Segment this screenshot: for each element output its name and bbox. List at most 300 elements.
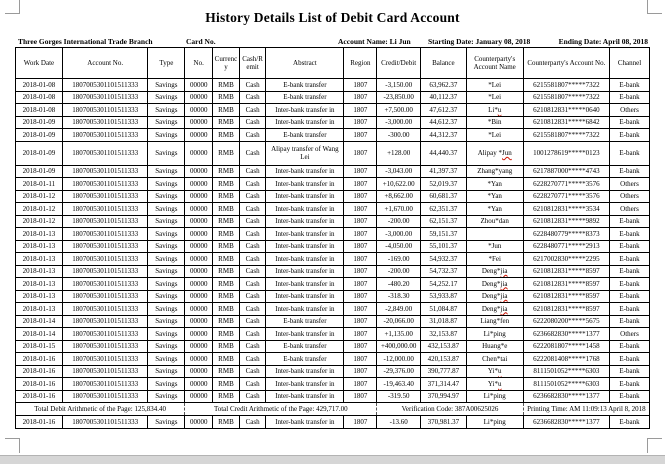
cell-abstract: Inter-bank transfer in [266,378,344,391]
cell-cp_account: 6228270771*****3576 [523,190,609,203]
counterparty-name: *Yan [487,179,502,188]
cell-date: 2018-01-08 [16,91,63,104]
cell-channel: E-bank [609,165,649,178]
cell-cp_account: 6215581807*****7322 [523,79,609,92]
card-no-label: Card No. [186,37,216,46]
cell-type: Savings [148,253,185,266]
cell-amount: -480.20 [377,278,421,291]
cell-account: 1807005301101511333 [62,203,148,216]
cell-abstract: Inter-bank transfer in [266,178,344,191]
transaction-row [16,416,650,429]
cell-amount: -12,000.00 [377,353,421,366]
transaction-row [16,290,650,303]
cell-no: 00000 [185,116,213,129]
cell-channel: E-bank [609,365,649,378]
cell-amount: -200.00 [377,215,421,228]
cell-channel: E-bank [609,378,649,391]
cell-cp_account: 6236682830*****1377 [523,416,609,429]
cell-amount: -23,850.00 [377,91,421,104]
cell-type: Savings [148,178,185,191]
branch-name: Three Gorges International Trade Branch [18,37,153,46]
cell-cash: Cash [239,104,266,117]
cell-balance: 54,932.37 [421,253,467,266]
cell-no: 00000 [185,416,213,429]
cell-no: 00000 [185,390,213,403]
cell-amount: -13.60 [377,416,421,429]
cell-abstract: E-bank transfer [266,315,344,328]
cell-type: Savings [148,278,185,291]
counterparty-name: *Bin [487,118,502,127]
cell-region: 1807 [344,390,377,403]
cell-channel: E-bank [609,79,649,92]
cell-cp_account: 6236682830*****1377 [523,390,609,403]
cell-currency: RMB [213,278,240,291]
cell-cp [466,365,523,378]
cell-currency: RMB [213,129,240,142]
cell-cash: Cash [239,79,266,92]
transaction-row [16,116,650,129]
cell-region: 1807 [344,190,377,203]
cell-account: 1807005301101511333 [62,365,148,378]
cell-abstract: Inter-bank transfer in [266,165,344,178]
cell-cash: Cash [239,141,266,165]
cell-abstract: E-bank transfer [266,79,344,92]
cell-amount: -3,043.00 [377,165,421,178]
cell-balance: 54,252.17 [421,278,467,291]
cell-cash: Cash [239,390,266,403]
cell-no: 00000 [185,315,213,328]
cell-currency: RMB [213,416,240,429]
cell-date: 2018-01-08 [16,79,63,92]
cell-no: 00000 [185,215,213,228]
spellcheck-flagged-text: u [497,105,502,114]
cell-abstract: E-bank transfer [266,353,344,366]
cell-region: 1807 [344,253,377,266]
cell-no: 00000 [185,203,213,216]
cell-account: 1807005301101511333 [62,278,148,291]
account-name: Account Name: Li Jun [338,37,411,46]
cell-region: 1807 [344,378,377,391]
cell-cp_account: 6210812831*****8597 [523,290,609,303]
transaction-row [16,104,650,117]
cell-cp [466,253,523,266]
cell-abstract: Inter-bank transfer in [266,253,344,266]
cell-region: 1807 [344,129,377,142]
cell-abstract: E-bank transfer [266,340,344,353]
verification-code: Verification Code: 387A00625026 [377,403,523,416]
history-details-table [15,47,650,429]
cell-type: Savings [148,303,185,316]
crop-mark-bottom-left-v [19,438,20,453]
transaction-row [16,378,650,391]
cell-type: Savings [148,165,185,178]
cell-type: Savings [148,141,185,165]
cell-no: 00000 [185,190,213,203]
cell-cp_account: 6222081408*****1768 [523,353,609,366]
cell-balance: 40,112.37 [421,91,467,104]
cell-region: 1807 [344,165,377,178]
cell-channel: E-bank [609,141,649,165]
cell-cp_account: 6222081807*****1458 [523,340,609,353]
cell-cash: Cash [239,303,266,316]
counterparty-name: *Lei [488,80,502,89]
cell-balance: 63,962.37 [421,79,467,92]
transaction-row [16,265,650,278]
cell-region: 1807 [344,178,377,191]
cell-currency: RMB [213,328,240,341]
cell-region: 1807 [344,240,377,253]
counterparty-name: Li*ping [483,417,506,426]
cell-cp_account: 6210812831*****3534 [523,203,609,216]
cell-currency: RMB [213,116,240,129]
cell-abstract: Inter-bank transfer in [266,190,344,203]
cell-amount: -169.00 [377,253,421,266]
cell-account: 1807005301101511333 [62,79,148,92]
cell-currency: RMB [213,165,240,178]
transaction-row [16,240,650,253]
cell-cash: Cash [239,265,266,278]
transaction-row [16,91,650,104]
cell-amount: +1,670.00 [377,203,421,216]
cell-cp_account: 6222080200*****5675 [523,315,609,328]
cell-account: 1807005301101511333 [62,328,148,341]
cell-balance: 44,440.37 [421,141,467,165]
counterparty-name: *Lei [488,93,502,102]
cell-currency: RMB [213,141,240,165]
cell-cp [466,390,523,403]
spellcheck-flagged-text: jia [500,267,508,276]
transaction-row [16,315,650,328]
cell-balance: 51,084.87 [421,303,467,316]
cell-channel: E-bank [609,129,649,142]
cell-abstract: E-bank transfer [266,129,344,142]
ending-date: Ending Date: April 08, 2018 [558,37,648,46]
cell-type: Savings [148,416,185,429]
cell-abstract: Inter-bank transfer in [266,240,344,253]
cell-no: 00000 [185,378,213,391]
cell-currency: RMB [213,340,240,353]
cell-cash: Cash [239,340,266,353]
transaction-row [16,190,650,203]
cell-amount: -19,463.40 [377,378,421,391]
cell-type: Savings [148,215,185,228]
cell-abstract: Inter-bank transfer in [266,416,344,429]
cell-currency: RMB [213,253,240,266]
cell-date: 2018-01-16 [16,378,63,391]
cell-no: 00000 [185,178,213,191]
spellcheck-flagged-text: jia [500,279,508,288]
cell-amount: +8,662.00 [377,190,421,203]
cell-channel: E-bank [609,315,649,328]
cell-amount: -4,050.00 [377,240,421,253]
cell-account: 1807005301101511333 [62,178,148,191]
transaction-row [16,178,650,191]
cell-no: 00000 [185,328,213,341]
cell-channel: Others [609,203,649,216]
cell-abstract: Inter-bank transfer in [266,328,344,341]
col-header-balance: Balance [421,48,467,79]
spellcheck-flagged-text: jia [500,292,508,301]
cell-date: 2018-01-13 [16,278,63,291]
header-row [16,48,650,79]
cell-currency: RMB [213,203,240,216]
cell-currency: RMB [213,303,240,316]
cell-amount: +7,500.00 [377,104,421,117]
transaction-row [16,328,650,341]
cell-cash: Cash [239,315,266,328]
cell-abstract: Alipay transfer of Wang Lei [266,141,344,165]
cell-account: 1807005301101511333 [62,253,148,266]
cell-no: 00000 [185,165,213,178]
col-header-cash-remit: Cash/Remit [239,48,266,79]
cell-no: 00000 [185,365,213,378]
spellcheck-flagged-text: jia [500,304,508,313]
cell-no: 00000 [185,265,213,278]
counterparty-name: Deng* [481,267,501,276]
transaction-row [16,278,650,291]
spellcheck-flagged-text: u [498,367,502,376]
cell-cp_account: 6215581807*****7322 [523,91,609,104]
crop-mark-bottom-right-h [647,438,662,439]
cell-no: 00000 [185,353,213,366]
col-header-currency: Currency [213,48,240,79]
cell-cp [466,340,523,353]
cell-cp_account: 6210812831*****8597 [523,303,609,316]
cell-date: 2018-01-09 [16,165,63,178]
cell-cash: Cash [239,416,266,429]
col-header-type: Type [148,48,185,79]
cell-account: 1807005301101511333 [62,104,148,117]
cell-date: 2018-01-13 [16,228,63,241]
cell-no: 00000 [185,141,213,165]
cell-account: 1807005301101511333 [62,265,148,278]
cell-account: 1807005301101511333 [62,129,148,142]
cell-account: 1807005301101511333 [62,303,148,316]
cell-abstract: Inter-bank transfer in [266,203,344,216]
cell-channel: E-bank [609,253,649,266]
cell-region: 1807 [344,353,377,366]
cell-balance: 62,151.37 [421,215,467,228]
cell-date: 2018-01-13 [16,290,63,303]
cell-no: 00000 [185,228,213,241]
transaction-row [16,215,650,228]
crop-mark-bottom-right-v [647,438,648,453]
cell-region: 1807 [344,340,377,353]
cell-account: 1807005301101511333 [62,416,148,429]
cell-cp_account: 8111501052*****6303 [523,365,609,378]
cell-abstract: Inter-bank transfer in [266,215,344,228]
cell-type: Savings [148,240,185,253]
cell-type: Savings [148,390,185,403]
cell-currency: RMB [213,265,240,278]
cell-channel: E-bank [609,215,649,228]
transaction-row [16,365,650,378]
cell-amount: -2,849.00 [377,303,421,316]
cell-abstract: Inter-bank transfer in [266,228,344,241]
cell-currency: RMB [213,91,240,104]
cell-cash: Cash [239,129,266,142]
cell-cash: Cash [239,165,266,178]
cell-amount: +10,622.00 [377,178,421,191]
spellcheck-flagged-text: u [498,379,502,388]
cell-no: 00000 [185,340,213,353]
cell-account: 1807005301101511333 [62,228,148,241]
cell-date: 2018-01-13 [16,265,63,278]
cell-type: Savings [148,353,185,366]
cell-type: Savings [148,116,185,129]
col-header-cp-account-name: Counterparty's Account Name [466,48,523,79]
cell-amount: -300.00 [377,129,421,142]
cell-channel: E-bank [609,353,649,366]
cell-cp_account: 6210812831*****8597 [523,278,609,291]
cell-type: Savings [148,315,185,328]
cell-date: 2018-01-09 [16,129,63,142]
cell-date: 2018-01-16 [16,416,63,429]
counterparty-name: Zhang*yang [477,167,513,176]
document-meta [0,37,665,47]
table-header [16,48,650,79]
counterparty-name: Yi* [487,367,499,376]
cell-type: Savings [148,104,185,117]
cell-channel: Others [609,178,649,191]
cell-currency: RMB [213,378,240,391]
cell-no: 00000 [185,240,213,253]
cell-cp [466,353,523,366]
cell-amount: -20,066.00 [377,315,421,328]
cell-cp [466,278,523,291]
cell-cp_account: 1001278619*****0123 [523,141,609,165]
cell-account: 1807005301101511333 [62,378,148,391]
cell-type: Savings [148,228,185,241]
cell-region: 1807 [344,215,377,228]
cell-balance: 47,612.37 [421,104,467,117]
counterparty-name: *Lei [488,130,502,139]
counterparty-name: Zhou*dan [480,217,509,226]
counterparty-name: Deng* [481,279,501,288]
cell-balance: 370,981.37 [421,416,467,429]
cell-cp [466,290,523,303]
cell-cp [466,328,523,341]
cell-cash: Cash [239,178,266,191]
cell-amount: -318.30 [377,290,421,303]
cell-no: 00000 [185,303,213,316]
cell-no: 00000 [185,91,213,104]
cell-cp [466,303,523,316]
cell-channel: E-bank [609,303,649,316]
cell-region: 1807 [344,416,377,429]
cell-currency: RMB [213,104,240,117]
cell-currency: RMB [213,240,240,253]
cell-region: 1807 [344,328,377,341]
transaction-row [16,141,650,165]
cell-date: 2018-01-11 [16,178,63,191]
cell-amount: -3,000.00 [377,116,421,129]
cell-amount: -3,000.00 [377,228,421,241]
cell-cash: Cash [239,253,266,266]
cell-type: Savings [148,265,185,278]
cell-balance: 420,153.87 [421,353,467,366]
cell-cp_account: 6210812831*****0640 [523,104,609,117]
cell-cp [466,129,523,142]
cell-no: 00000 [185,253,213,266]
cell-date: 2018-01-15 [16,340,63,353]
transaction-row [16,79,650,92]
cell-balance: 54,732.37 [421,265,467,278]
cell-currency: RMB [213,353,240,366]
cell-cp [466,315,523,328]
cell-cp_account: 6228480779*****8373 [523,228,609,241]
cell-abstract: Inter-bank transfer in [266,365,344,378]
cell-abstract: Inter-bank transfer in [266,290,344,303]
transactions-body [16,79,650,403]
cell-region: 1807 [344,203,377,216]
cell-amount: -3,150.00 [377,79,421,92]
cell-type: Savings [148,328,185,341]
cell-region: 1807 [344,228,377,241]
cell-currency: RMB [213,79,240,92]
cell-cash: Cash [239,116,266,129]
counterparty-name: Deng* [481,304,501,313]
transaction-row [16,228,650,241]
cell-currency: RMB [213,228,240,241]
counterparty-name: Deng* [481,292,501,301]
cell-cash: Cash [239,328,266,341]
page-summary-row [16,403,650,416]
cell-type: Savings [148,340,185,353]
counterparty-name: Li*ping [483,392,506,401]
cell-date: 2018-01-13 [16,303,63,316]
cell-abstract: Inter-bank transfer in [266,104,344,117]
cell-abstract: Inter-bank transfer in [266,265,344,278]
cell-cp [466,228,523,241]
cell-date: 2018-01-16 [16,365,63,378]
cell-balance: 41,397.37 [421,165,467,178]
transaction-row [16,129,650,142]
cell-balance: 53,933.87 [421,290,467,303]
cell-channel: E-bank [609,240,649,253]
spellcheck-flagged-text: Jun [502,148,512,157]
cell-cp [466,416,523,429]
total-debit: Total Debit Arithmetic of the Page: 125,834.40 [16,403,185,416]
cell-cash: Cash [239,240,266,253]
cell-cp_account: 6228480771*****2913 [523,240,609,253]
cell-balance: 390,777.87 [421,365,467,378]
cell-amount: -29,376.00 [377,365,421,378]
cell-date: 2018-01-13 [16,253,63,266]
cell-date: 2018-01-16 [16,390,63,403]
cell-cp [466,215,523,228]
cell-no: 00000 [185,129,213,142]
cell-amount: -200.00 [377,265,421,278]
cell-cp [466,104,523,117]
cell-cash: Cash [239,215,266,228]
transaction-row [16,303,650,316]
cell-abstract: E-bank transfer [266,91,344,104]
counterparty-name: *Yan [487,204,502,213]
counterparty-name: *Fei [488,254,501,263]
cell-channel: E-bank [609,265,649,278]
cell-balance: 432,153.87 [421,340,467,353]
cell-cp [466,378,523,391]
cell-balance: 52,019.37 [421,178,467,191]
cell-cp [466,203,523,216]
cell-balance: 370,994.97 [421,390,467,403]
counterparty-name: Chen*tai [482,354,508,363]
cell-type: Savings [148,79,185,92]
col-header-credit-debit: Credit/Debit [377,48,421,79]
cell-date: 2018-01-14 [16,315,63,328]
cell-cp [466,190,523,203]
